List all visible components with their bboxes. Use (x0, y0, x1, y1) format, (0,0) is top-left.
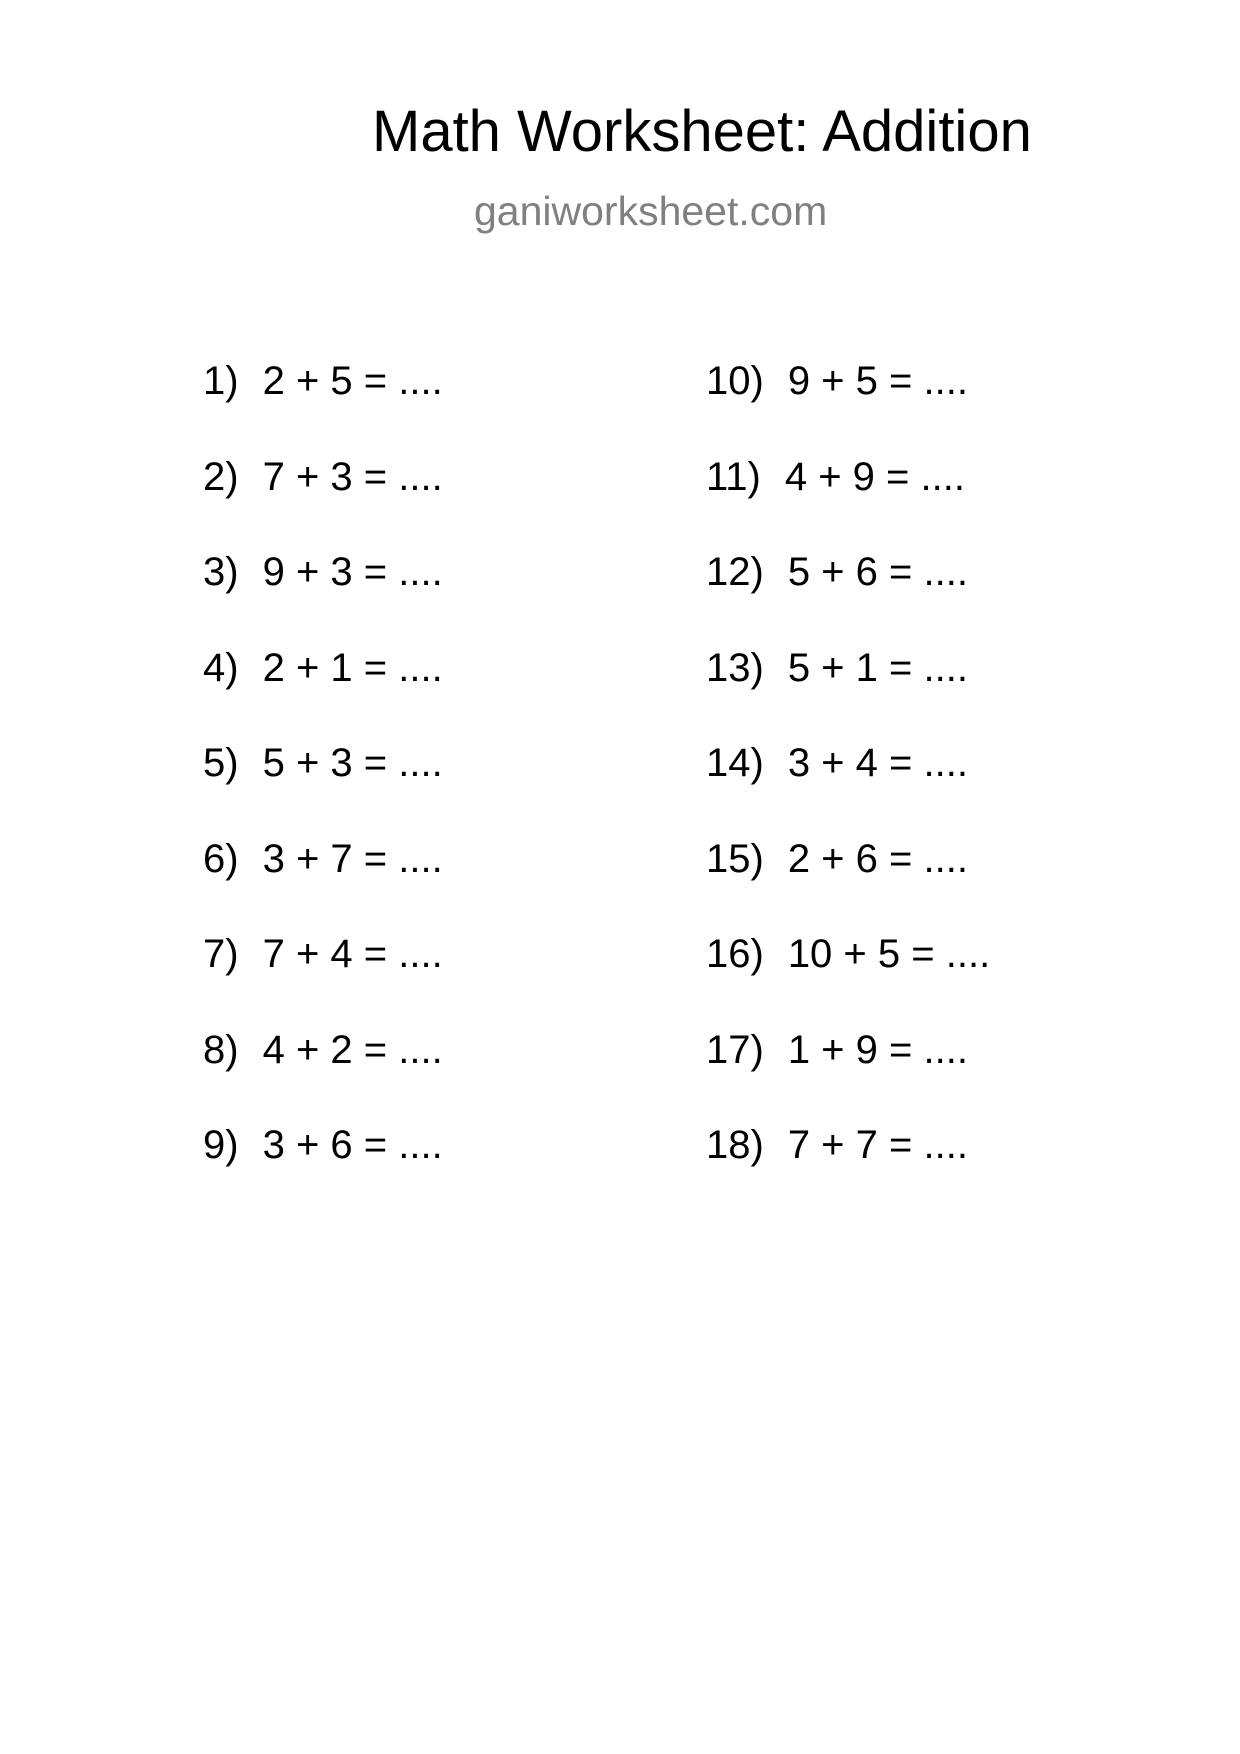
problem-expression: 5 + 6 = .... (787, 550, 968, 594)
problem-expression: 4 + 9 = .... (784, 455, 965, 499)
problem-expression: 10 + 5 = .... (787, 932, 991, 976)
problem-expression: 7 + 7 = .... (787, 1123, 968, 1167)
problem-expression: 5 + 1 = .... (787, 646, 968, 690)
problem-number: 8) (203, 1028, 239, 1072)
problem-expression: 2 + 1 = .... (262, 646, 443, 690)
problem-number: 18) (706, 1123, 764, 1167)
problem-expression: 3 + 6 = .... (262, 1123, 443, 1167)
problem-expression: 2 + 5 = .... (262, 359, 443, 403)
page-title: Math Worksheet: Addition (372, 99, 1032, 164)
problem-number: 16) (706, 932, 764, 976)
problem-expression: 7 + 4 = .... (262, 932, 443, 976)
problem-item (706, 1120, 968, 1170)
problem-expression: 9 + 3 = .... (262, 550, 443, 594)
problem-number: 5) (203, 741, 239, 785)
problem-number: 3) (203, 550, 239, 594)
problem-expression: 4 + 2 = .... (262, 1028, 443, 1072)
problem-item (706, 738, 968, 788)
problem-item (706, 643, 968, 693)
problem-item (203, 929, 443, 979)
problem-item (203, 452, 443, 502)
problem-item (706, 452, 965, 502)
problem-item (706, 1025, 968, 1075)
problem-item (706, 834, 968, 884)
problem-expression: 3 + 4 = .... (787, 741, 968, 785)
problem-expression: 5 + 3 = .... (262, 741, 443, 785)
problem-item (706, 356, 968, 406)
problem-number: 1) (203, 359, 239, 403)
problem-number: 13) (706, 646, 764, 690)
problem-number: 4) (203, 646, 239, 690)
problem-expression: 9 + 5 = .... (787, 359, 968, 403)
problem-number: 15) (706, 837, 764, 881)
problem-expression: 1 + 9 = .... (787, 1028, 968, 1072)
problem-number: 9) (203, 1123, 239, 1167)
problem-item (203, 547, 443, 597)
problem-number: 12) (706, 550, 764, 594)
problem-number: 10) (706, 359, 764, 403)
problem-number: 2) (203, 455, 239, 499)
problem-expression: 7 + 3 = .... (262, 455, 443, 499)
problem-item (203, 643, 443, 693)
problem-item (203, 834, 443, 884)
website-watermark: ganiworksheet.com (474, 188, 828, 234)
problem-number: 6) (203, 837, 239, 881)
problem-item (203, 1025, 443, 1075)
problem-item (203, 1120, 443, 1170)
problem-number: 7) (203, 932, 239, 976)
problem-item (203, 738, 443, 788)
problem-number: 17) (706, 1028, 764, 1072)
problem-item (706, 929, 990, 979)
problem-number: 11) (706, 455, 761, 499)
problem-expression: 2 + 6 = .... (787, 837, 968, 881)
problem-expression: 3 + 7 = .... (262, 837, 443, 881)
problem-number: 14) (706, 741, 764, 785)
problem-item (706, 547, 968, 597)
problem-item (203, 356, 443, 406)
